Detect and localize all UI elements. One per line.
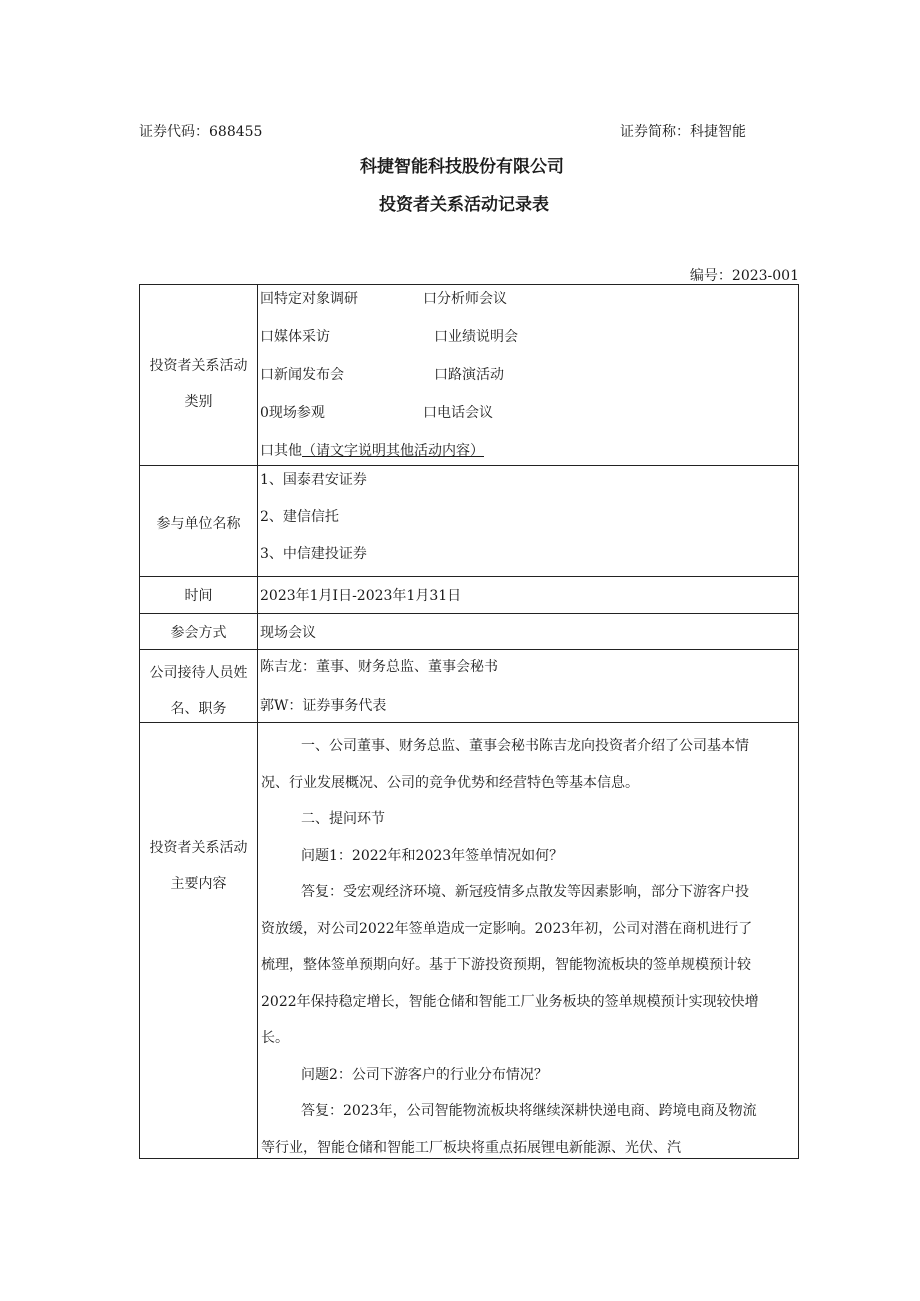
participant-item: 2、建信信托: [260, 509, 339, 525]
content-line: 况、行业发展概况、公司的竞争优势和经营特色等基本信息。: [261, 774, 639, 791]
content-line: 资放缓，对公司2022年签单造成一定影响。2023年初，公司对潜在商机进行了: [261, 920, 753, 937]
content-line: 梳理，整体签单预期向好。基于下游投资预期，智能物流板块的签单规模预计较: [261, 957, 751, 973]
reception-label-2: 名、职务: [170, 701, 227, 717]
option-site-visit: 0现场参观: [260, 405, 325, 421]
method-value: 现场会议: [260, 625, 316, 641]
option-roadshow: 口路演活动: [434, 367, 504, 383]
reception-person: 郭W：证券事务代表: [260, 698, 387, 714]
company-title: 科捷智能科技股份有限公司: [360, 157, 564, 177]
time-value: 2023年1月I日-2023年1月31日: [260, 588, 462, 604]
content-line: 问题2：公司下游客户的行业分布情况？: [301, 1066, 548, 1083]
table-border-right: [798, 284, 799, 1159]
table-column-divider: [257, 284, 258, 1159]
time-label: 时间: [184, 588, 213, 604]
participant-item: 3、中信建投证券: [260, 546, 367, 562]
option-conference-call: 口电话会议: [423, 405, 493, 421]
option-media-interview: 口媒体采访: [260, 329, 330, 345]
option-earnings-briefing: 口业绩说明会: [434, 329, 518, 345]
content-line: 答复：2023年，公司智能物流板块将继续深耕快递电商、跨境电商及物流: [301, 1103, 757, 1119]
option-other: [260, 440, 484, 460]
security-abbreviation: 证券简称：科捷智能: [620, 124, 746, 140]
content-line: 等行业，智能仓储和智能工厂板块将重点拓展锂电新能源、光伏、汽: [261, 1139, 681, 1156]
option-specific-research: 回特定对象调研: [260, 291, 358, 307]
security-code: 证券代码：688455: [139, 124, 263, 140]
content-label-2: 主要内容: [170, 876, 227, 892]
option-other-label: 口其他: [260, 443, 302, 459]
option-analyst-meeting: 口分析师会议: [423, 291, 507, 307]
document-number: 编号：2023-001: [689, 268, 799, 284]
activity-type-label-2: 类别: [184, 394, 213, 410]
table-divider: [139, 576, 799, 577]
table-border-left: [139, 284, 140, 1159]
table-divider: [139, 722, 799, 723]
content-line: 一、公司董事、财务总监、董事会秘书陈吉龙向投资者介绍了公司基本情: [301, 738, 749, 754]
content-label: 投资者关系活动: [149, 840, 248, 856]
method-label: 参会方式: [170, 625, 227, 641]
option-other-note: （请文字说明其他活动内容）: [302, 443, 484, 459]
participants-label: 参与单位名称: [156, 516, 241, 532]
reception-person: 陈吉龙：董事、财务总监、董事会秘书: [260, 659, 498, 675]
table-border-top: [139, 284, 799, 285]
content-line: 长。: [261, 1030, 289, 1046]
table-divider: [139, 649, 799, 650]
reception-label: 公司接待人员姓: [149, 665, 248, 681]
content-body: [261, 728, 796, 1166]
participant-item: 1、国泰君安证券: [260, 472, 367, 488]
content-line: 二、提问环节: [301, 811, 385, 827]
option-press-conference: 口新闻发布会: [260, 367, 344, 383]
content-line: 问题1：2022年和2023年签单情况如何？: [301, 847, 564, 864]
content-line: 2022年保持稳定增长，智能仓储和智能工厂业务板块的签单规模预计实现较快增: [261, 993, 759, 1010]
table-divider: [139, 613, 799, 614]
form-title: 投资者关系活动记录表: [379, 195, 549, 215]
table-divider: [139, 465, 799, 466]
activity-type-label: 投资者关系活动: [149, 358, 248, 374]
content-line: 答复：受宏观经济环境、新冠疫情多点散发等因素影响，部分下游客户投: [301, 884, 749, 900]
